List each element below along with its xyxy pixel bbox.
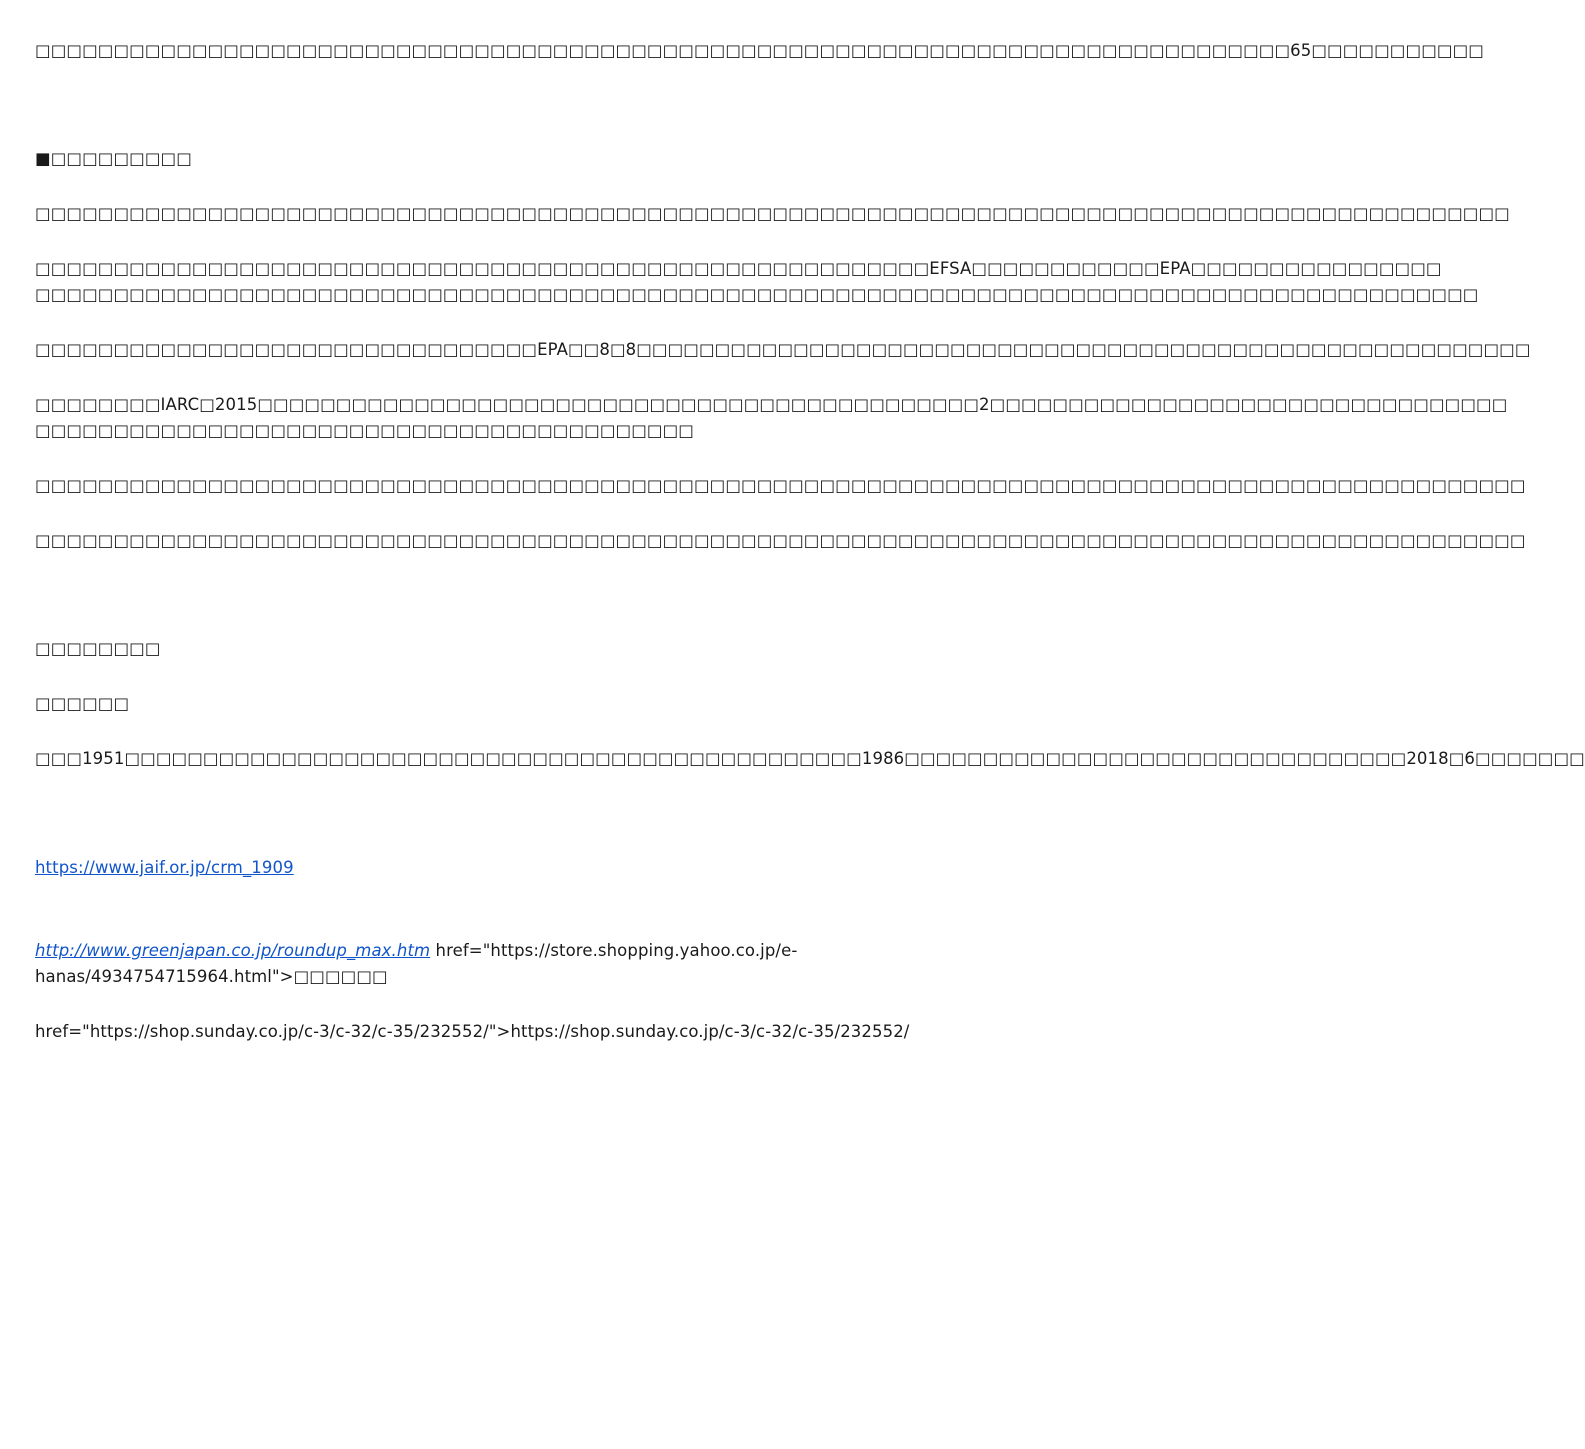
- sunday-href-text: href="https://shop.sunday.co.jp/c-3/c-32/c-35/232552/">https://shop.sunday.co.jp/c-3/c-32/c-35/232552/: [35, 1022, 910, 1041]
- paragraph-3-line-1: □□□□□□□□□□□□□□□□□□□□□□□□□□□□□□□□□□□□□□□□□□□□□□□□□□□□□□□□□EFSA□□□□□□□□□□□□EPA□□□□□□□□□□□□□□□□: [35, 259, 1442, 278]
- paragraph-5-line-1: □□□□□□□□IARC□2015□□□□□□□□□□□□□□□□□□□□□□□□□□□□□□□□□□□□□□□□□□□□□□2□□□□□□□□□□□□□□□□□□□□□□□□□□□□□□□□□: [35, 395, 1508, 414]
- greenjapan-link[interactable]: http://www.greenjapan.co.jp/roundup_max.htm: [35, 941, 431, 960]
- section-heading: ■□□□□□□□□□: [35, 149, 192, 168]
- paragraph-4: □□□□□□□□□□□□□□□□□□□□□□□□□□□□□□□□EPA□□8□8□□□□□□□□□□□□□□□□□□□□□□□□□□□□□□□□□□□□□□□□□□□□□□□□□□□□□□□□□: [35, 340, 1531, 359]
- paragraph-2: □□□□□□□□□□□□□□□□□□□□□□□□□□□□□□□□□□□□□□□□□□□□□□□□□□□□□□□□□□□□□□□□□□□□□□□□□□□□□□□□□□□□□□□□□□□□□□: [35, 204, 1510, 223]
- jaif-link-line: [35, 855, 990, 881]
- subheading-2: □□□□□□: [35, 694, 130, 713]
- greenjapan-link-line: [35, 938, 990, 964]
- subheading: □□□□□□□□: [35, 639, 161, 658]
- paragraph-6: □□□□□□□□□□□□□□□□□□□□□□□□□□□□□□□□□□□□□□□□□□□□□□□□□□□□□□□□□□□□□□□□□□□□□□□□□□□□□□□□□□□□□□□□□□□□□□□: [35, 476, 1526, 495]
- paragraph-1: □□□□□□□□□□□□□□□□□□□□□□□□□□□□□□□□□□□□□□□□□□□□□□□□□□□□□□□□□□□□□□□□□□□□□□□□□□□□□□□□65□□□□□□□□□□□: [35, 41, 1484, 60]
- paragraph-7: □□□□□□□□□□□□□□□□□□□□□□□□□□□□□□□□□□□□□□□□□□□□□□□□□□□□□□□□□□□□□□□□□□□□□□□□□□□□□□□□□□□□□□□□□□□□□□□: [35, 531, 1526, 550]
- paragraph-8: □□□1951□□□□□□□□□□□□□□□□□□□□□□□□□□□□□□□□□□□□□□□□□□□□□□□1986□□□□□□□□□□□□□□□□□□□□□□□□□□□□□□□□2018□6□□□□□□□: [35, 749, 1585, 768]
- yahoo-href-text: href="https://store.shopping.yahoo.co.jp/e-: [430, 941, 798, 960]
- paragraph-5-line-2: □□□□□□□□□□□□□□□□□□□□□□□□□□□□□□□□□□□□□□□□□□: [35, 421, 694, 440]
- document-page: [35, 0, 1585, 1449]
- yahoo-href-continuation: hanas/4934754715964.html">□□□□□□: [35, 967, 388, 986]
- jaif-link[interactable]: https://www.jaif.or.jp/crm_1909: [35, 858, 294, 877]
- paragraph-3-line-2: □□□□□□□□□□□□□□□□□□□□□□□□□□□□□□□□□□□□□□□□□□□□□□□□□□□□□□□□□□□□□□□□□□□□□□□□□□□□□□□□□□□□□□□□□□□□: [35, 285, 1479, 304]
